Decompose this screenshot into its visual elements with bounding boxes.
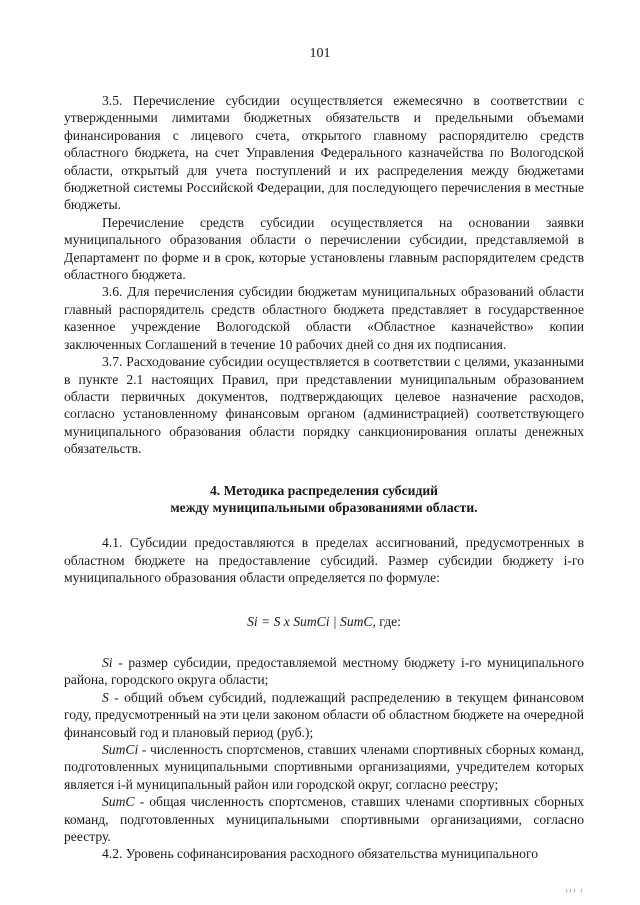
- definition-term: Si: [102, 654, 113, 670]
- page-number: 101: [309, 46, 331, 61]
- scan-corner-mark: ııı ı: [566, 888, 585, 894]
- definition-sumci: [64, 741, 584, 793]
- definition-si: [64, 654, 584, 689]
- paragraph-3-7: 3.7. Расходование субсидии осуществляется в соответствии с целями, указанными в пункте 2.1 настоящих Правил, при представлении муниципальным образованием области первичных документов, подтверждающих целевое назначение расходов, согласно установленному финансовым органом (администрацией) соответствующего муниципального образования области порядку санкционирования оплаты денежных обязательств.: [64, 354, 584, 457]
- formula: [64, 613, 584, 630]
- definition-term: SumC: [102, 794, 135, 810]
- definition-text: - численность спортсменов, ставших членами спортивных сборных команд, подготовленных муниципальными спортивными организациями, учредителем которых является i-й муниципальный район или городской округ, согласно реестру;: [64, 742, 584, 792]
- definition-s: [64, 689, 584, 741]
- definition-term: S: [102, 689, 109, 705]
- formula-expression: Si = S x SumCi | SumC,: [247, 613, 376, 629]
- paragraph-4-2: 4.2. Уровень софинансирования расходного обязательства муниципального: [102, 846, 539, 862]
- definition-text: - общий объем субсидий, подлежащий распределению в текущем финансовом году, предусмотренный на эти цели законом области об областном бюджете на очередной финансовый год и плановый период (руб.);: [64, 689, 584, 740]
- formula-suffix: где:: [375, 613, 401, 629]
- paragraph-3-5: 3.5. Перечисление субсидии осуществляется ежемесячно в соответствии с утвержденными лимитами бюджетных обязательств и предельными объемами финансирования с лицевого счета, открытого главному распорядителю средств областного бюджета, на счет Управления Федерального казначейства по Вологодской области, открытый для учета поступлений и их распределения между бюджетами бюджетной системы Российской Федерации, для последующего перечисления в местные бюджеты.: [64, 93, 584, 213]
- paragraph-4-1: 4.1. Субсидии предоставляются в пределах ассигнований, предусмотренных в областном бюджете на предоставление субсидий. Размер субсидии бюджету i-го муниципального образования области определяется по формуле:: [64, 535, 584, 586]
- definition-sumc: [64, 793, 584, 845]
- definition-term: SumCi: [102, 742, 139, 757]
- definition-text: - общая численность спортсменов, ставших членами спортивных сборных команд, подготовленных муниципальными спортивными организациями, согласно реестру.: [64, 794, 584, 845]
- section-heading-line-1: 4. Методика распределения субсидий: [209, 482, 438, 498]
- paragraph-3-6: 3.6. Для перечисления субсидии бюджетам муниципальных образований области главный распорядитель средств областного бюджета представляет в государственное казенное учреждение Вологодской области «Областное казначейство» копии заключенных Соглашений в течение 10 рабочих дней со дня их подписания.: [64, 284, 584, 352]
- section-heading: [64, 482, 584, 517]
- paragraph-transfer-basis: Перечисление средств субсидии осуществляется на основании заявки муниципального образования области о перечислении субсидии, представляемой в Департамент по форме и в срок, которые установлены главным распорядителем средств областного бюджета.: [64, 214, 584, 283]
- section-heading-line-2: между муниципальными образованиями области.: [170, 499, 478, 515]
- document-body: [64, 92, 584, 863]
- definition-text: - размер субсидии, предоставляемой местному бюджету i-го муниципального района, городского округа области;: [64, 654, 584, 688]
